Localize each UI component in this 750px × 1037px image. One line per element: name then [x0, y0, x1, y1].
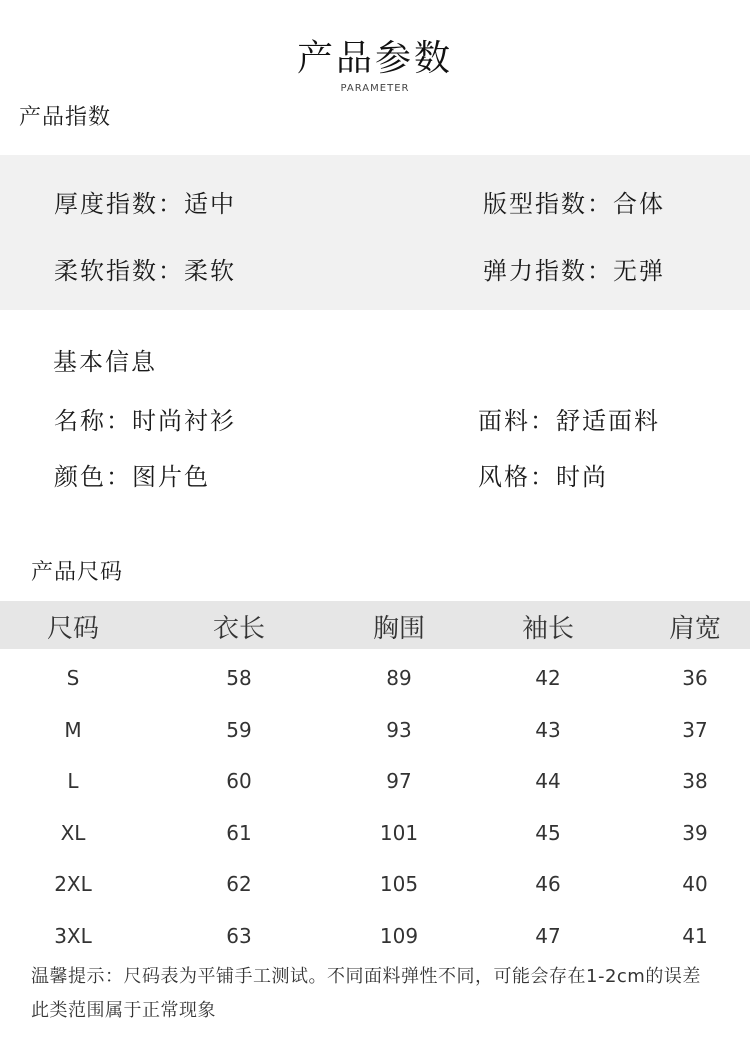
note-line-2: 此类范围属于正常现象: [31, 1000, 216, 1021]
size-table-cell: 36: [682, 666, 708, 690]
index-value: 适中: [184, 190, 236, 218]
index-key: 弹力指数: [483, 257, 587, 285]
size-table-cell: 109: [379, 924, 419, 948]
info-key: 风格: [478, 463, 530, 491]
size-table-cell: 41: [682, 924, 708, 948]
size-table-cell: 105: [379, 872, 419, 896]
size-table-cell: 47: [535, 924, 561, 948]
size-table-cell: 46: [535, 872, 561, 896]
size-table-cell: 89: [386, 666, 412, 690]
size-table-cell: 3XL: [54, 924, 92, 948]
size-table-cell: L: [67, 769, 79, 793]
index-value: 合体: [613, 190, 665, 218]
index-value: 无弹: [613, 257, 665, 285]
info-key: 名称: [54, 407, 106, 435]
info-item-fabric: 面料：舒适面料: [478, 407, 660, 435]
size-table-header-cell: 肩宽: [668, 614, 722, 644]
index-panel: [0, 155, 750, 310]
page-title: 产品参数: [296, 38, 453, 79]
size-table-cell: 62: [226, 872, 252, 896]
size-table-header-cell: 袖长: [521, 614, 575, 644]
size-table-cell: 63: [226, 924, 252, 948]
size-table-cell: 45: [535, 821, 561, 845]
size-table-cell: 61: [226, 821, 252, 845]
info-value: 舒适面料: [556, 407, 660, 435]
size-table-cell: 93: [386, 718, 412, 742]
size-table-cell: 101: [379, 821, 419, 845]
note-line-1: 温馨提示：尺码表为平铺手工测试。不同面料弹性不同，可能会存在1-2cm的误差: [31, 966, 701, 987]
size-table-cell: 58: [226, 666, 252, 690]
section-label-product-index: 产品指数: [19, 105, 112, 130]
section-label-product-size: 产品尺码: [31, 560, 124, 585]
size-table-header-cell: 衣长: [212, 614, 266, 644]
size-table-cell: 38: [682, 769, 708, 793]
size-table-cell: 97: [386, 769, 412, 793]
size-table-cell: S: [66, 666, 80, 690]
index-key: 厚度指数: [54, 190, 158, 218]
size-table-cell: 42: [535, 666, 561, 690]
size-table-cell: XL: [60, 821, 86, 845]
size-table-cell: 2XL: [54, 872, 92, 896]
index-value: 柔软: [184, 257, 236, 285]
basic-info-heading: 基本信息: [53, 348, 157, 376]
index-item-softness: 柔软指数：柔软: [54, 257, 236, 285]
size-table-header-cell: 胸围: [372, 614, 426, 644]
info-value: 图片色: [132, 463, 210, 491]
info-key: 面料: [478, 407, 530, 435]
size-table-cell: 40: [682, 872, 708, 896]
info-item-color: 颜色：图片色: [54, 463, 210, 491]
info-key: 颜色: [54, 463, 106, 491]
index-key: 版型指数: [483, 190, 587, 218]
size-table-cell: M: [64, 718, 82, 742]
size-table-cell: 37: [682, 718, 708, 742]
page-subtitle: PARAMETER: [340, 83, 410, 94]
info-value: 时尚: [556, 463, 608, 491]
size-table-cell: 44: [535, 769, 561, 793]
size-table-header-cell: 尺码: [46, 614, 100, 644]
info-item-style: 风格：时尚: [478, 463, 608, 491]
size-table-cell: 59: [226, 718, 252, 742]
size-table-cell: 43: [535, 718, 561, 742]
index-key: 柔软指数: [54, 257, 158, 285]
index-item-elasticity: 弹力指数：无弹: [483, 257, 665, 285]
size-table-cell: 60: [226, 769, 252, 793]
index-item-thickness: 厚度指数：适中: [54, 190, 236, 218]
index-item-fit: 版型指数：合体: [483, 190, 665, 218]
info-item-name: 名称：时尚衬衫: [54, 407, 236, 435]
info-value: 时尚衬衫: [132, 407, 236, 435]
size-table-cell: 39: [682, 821, 708, 845]
